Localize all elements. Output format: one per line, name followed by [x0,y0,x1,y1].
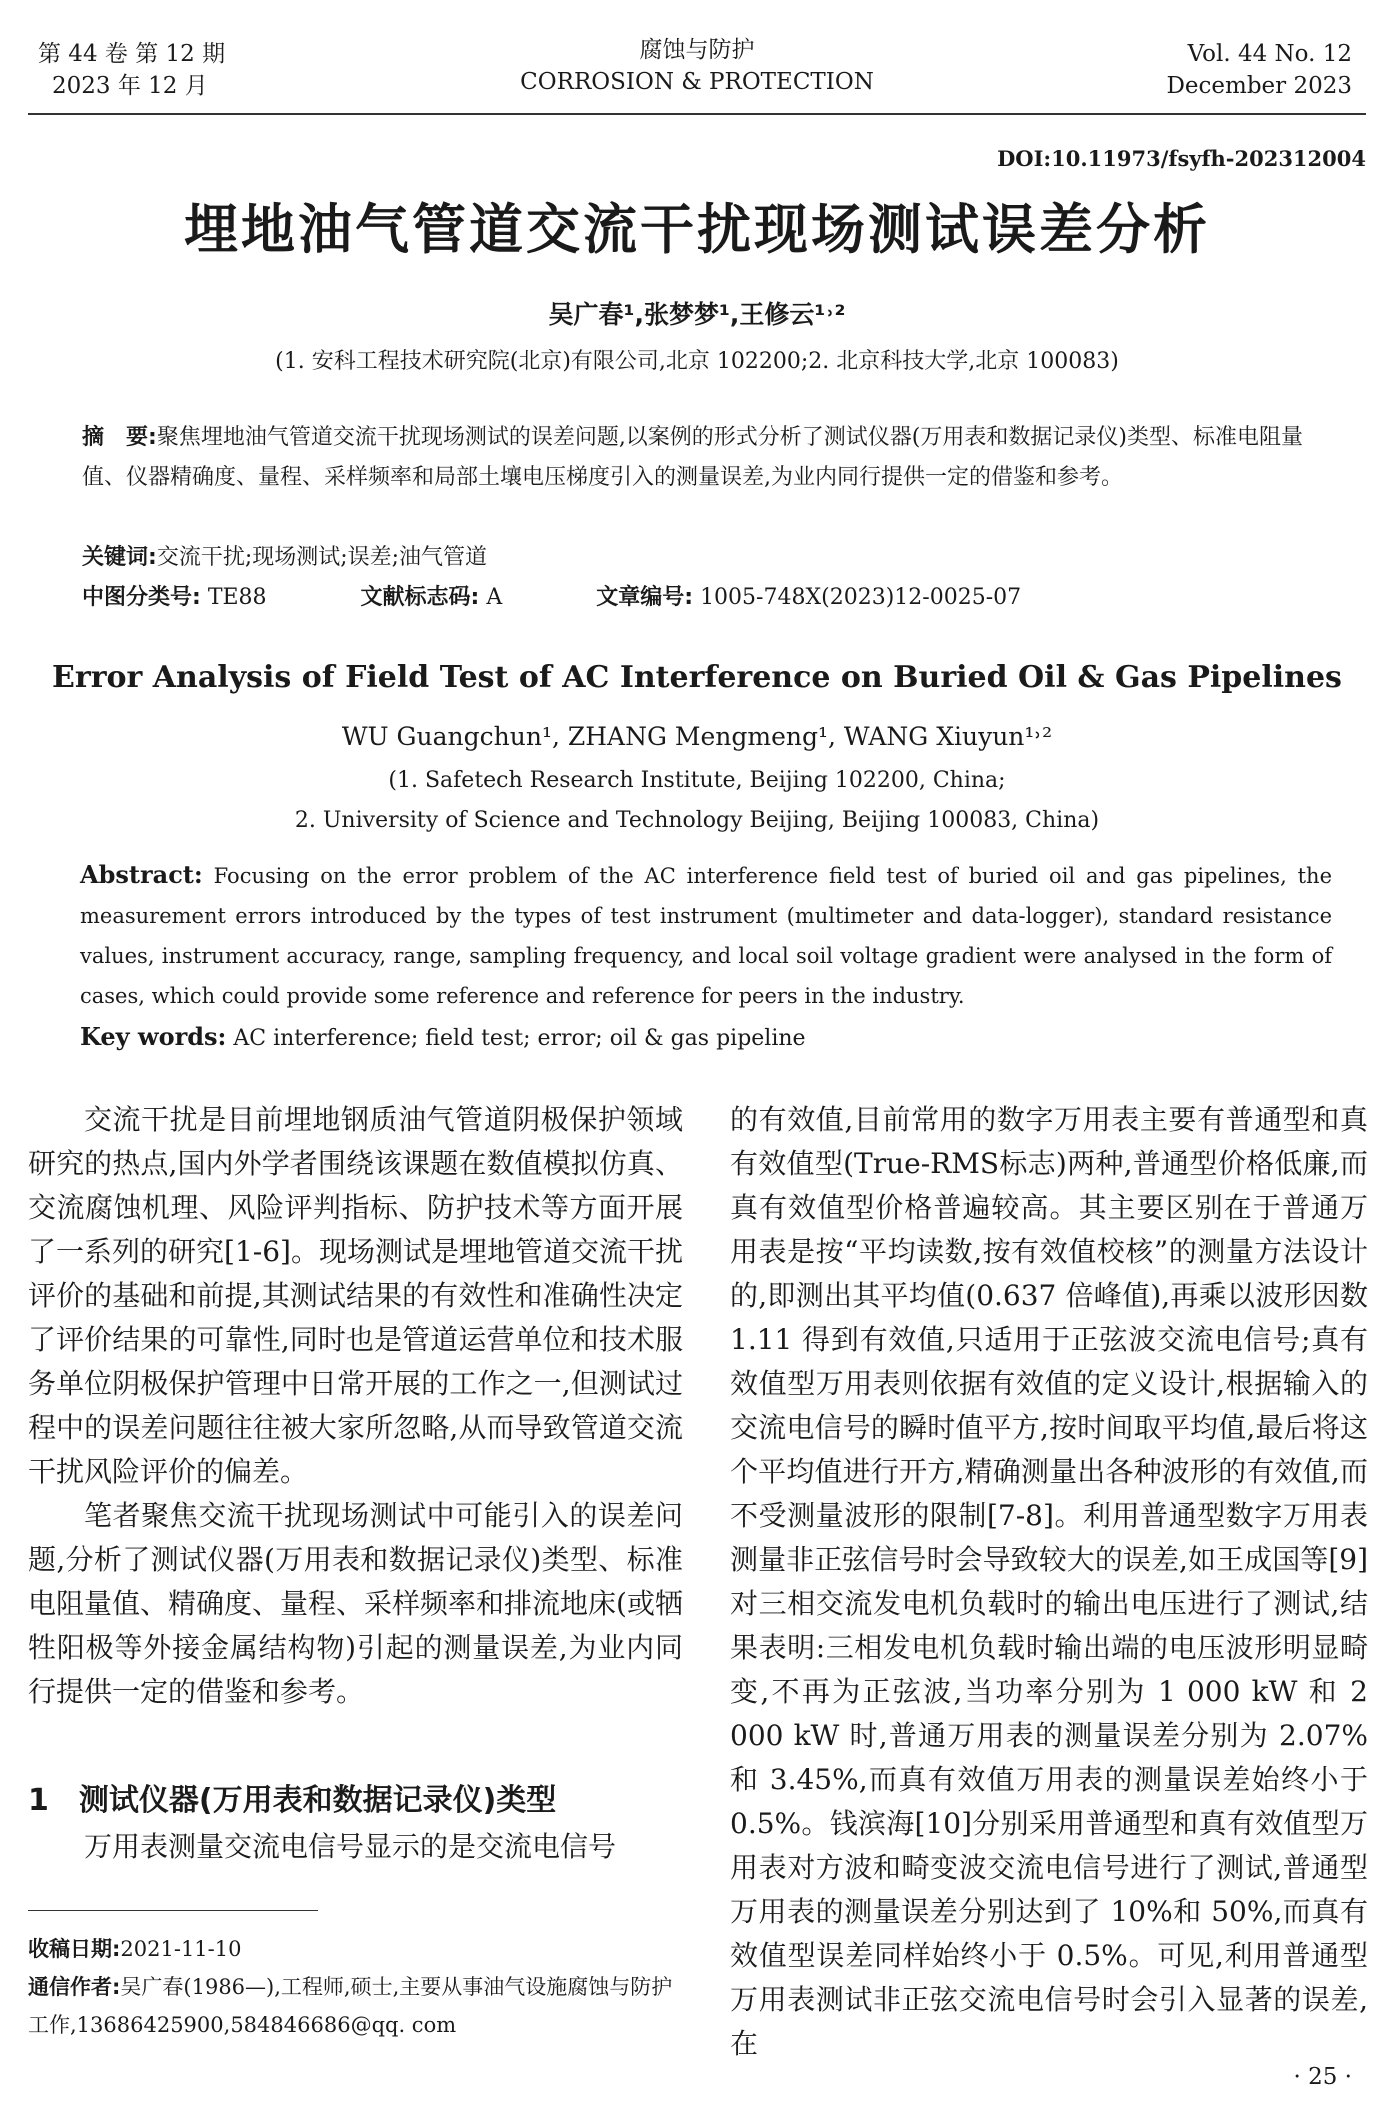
abstract-cn-label: 摘 要: [82,425,157,450]
body-paragraph: 交流干扰是目前埋地钢质油气管道阴极保护领域研究的热点,国内外学者围绕该课题在数值模拟仿真、交流腐蚀机理、风险评判指标、防护技术等方面开展了一系列的研究[1-6]。现场测试是埋地管道交流干扰评价的基础和前提,其测试结果的有效性和准确性决定了评价结果的可靠性,同时也是管道运营单位和技术服务单位阴极保护管理中日常开展的工作之一,但测试过程中的误差问题往往被大家所忽略,从而导致管道交流干扰风险评价的偏差。 [28,1103,683,1488]
corr-value: 吴广春(1986—),工程师,硕士,主要从事油气设施腐蚀与防护工作,13686425900,584846686@qq. com [28,1975,673,2037]
corresponding-author [28,1968,688,2044]
abstract-en [80,855,1332,1016]
article-title-en: Error Analysis of Field Test of AC Interference on Buried Oil & Gas Pipelines [52,660,1342,695]
body-left-column [28,1098,683,1714]
affiliation-en-1: (1. Safetech Research Institute, Beijing 102200, China; [388,768,1006,793]
footnote-divider [28,1910,318,1911]
body-paragraph: 的有效值,目前常用的数字万用表主要有普通型和真有效值型(True-RMS标志)两种,普通型价格低廉,而真有效值型价格普遍较高。其主要区别在于普通万用表是按“平均读数,按有效值校核”的测量方法设计的,即测出其平均值(0.637 倍峰值),再乘以波形因数 1.11 得到有效值,只适用于正弦波交流电信号;真有效值型万用表则依据有效值的定义设计,根据输入的交流电信号的瞬时值平方,按时间取平均值,最后将这个平均值进行开方,精确测量出各种波形的有效值,而不受测量波形的限制[7-8]。利用普通型数字万用表测量非正弦信号时会导致较大的误差,如王成国等[9]对三相交流发电机负载时的输出电压进行了测试,结果表明:三相发电机负载时输出端的电压波形明显畸变,不再为正弦波,当功率分别为 1 000 kW 和 2 000 kW 时,普通万用表的测量误差分别为 2.07%和 3.45%,而真有效值万用表的测量误差始终小于 0.5%。钱滨海[10]分别采用普通型和真有效值型万用表对方波和畸变波交流电信号进行了测试,普通型万用表的测量误差分别达到了 10%和 50%,而真有效值型误差同样始终小于 0.5%。可见,利用普通型万用表测试非正弦交流电信号时会引入显著的误差,在 [730,1103,1368,2060]
corr-label: 通信作者: [28,1975,121,1999]
body-paragraph: 万用表测量交流电信号显示的是交流电信号 [84,1830,617,1863]
keywords-en [80,1022,1332,1051]
clc-value: TE88 [207,585,267,610]
date-cn: 2023 年 12 月 [52,73,208,99]
article-id-label: 文章编号: [596,585,694,610]
keywords-cn-text: 交流干扰;现场测试;误差;油气管道 [156,545,488,570]
abstract-cn-text: 聚焦埋地油气管道交流干扰现场测试的误差问题,以案例的形式分析了测试仪器(万用表和数据记录仪)类型、标准电阻量值、仪器精确度、量程、采样频率和局部土壤电压梯度引入的测量误差,为业内同行提供一定的借鉴和参考。 [82,425,1303,490]
section-heading: 1 测试仪器(万用表和数据记录仪)类型 [28,1783,557,1818]
received-value: 2021-11-10 [120,1937,242,1961]
affiliations-cn: (1. 安科工程技术研究院(北京)有限公司,北京 102200;2. 北京科技大学,北京 100083) [275,349,1119,374]
authors-en: WU Guangchun¹, ZHANG Mengmeng¹, WANG Xiuyun¹˒² [341,722,1053,751]
header-volume-en [1166,38,1352,102]
journal-name-en: CORROSION & PROTECTION [520,69,874,95]
classification-row [82,578,1332,618]
volume-en: Vol. 44 No. 12 [1187,41,1352,67]
abstract-en-text: Focusing on the error problem of the AC interference field test of buried oil and gas pipelines, the measurement errors introduced by the types of test instrument (multimeter and data-logger), standard resistance values, instrument accuracy, range, sampling frequency, and local soil voltage gradient were analysed in the form of cases, which could provide some reference and reference for peers in the industry. [80,864,1332,1008]
received-date [28,1930,688,1968]
keywords-en-text: AC interference; field test; error; oil & gas pipeline [233,1026,806,1051]
volume-cn: 第 44 卷 第 12 期 [38,41,226,67]
header-divider [28,113,1366,115]
doc-code-value: A [486,585,503,610]
keywords-en-label: Key words: [80,1022,227,1051]
journal-name-cn: 腐蚀与防护 [639,37,755,63]
body-left-continued [28,1825,683,1869]
keywords-cn-label: 关键词: [82,545,157,570]
footnote [28,1930,688,2044]
page-number: · 25 · [1293,2064,1352,2090]
date-en: December 2023 [1166,73,1352,99]
article-title-cn: 埋地油气管道交流干扰现场测试误差分析 [184,198,1210,261]
body-right-column [730,1098,1368,2066]
clc-label: 中图分类号: [82,585,201,610]
received-label: 收稿日期: [28,1937,121,1961]
authors-cn: 吴广春¹,张梦梦¹,王修云¹˒² [548,300,846,329]
doi[interactable]: DOI:10.11973/fsyfh-202312004 [997,146,1366,171]
abstract-cn [82,418,1332,498]
doc-code-label: 文献标志码: [360,585,480,610]
affiliation-en-2: 2. University of Science and Technology Beijing, Beijing 100083, China) [294,808,1100,833]
keywords-cn [82,538,1332,578]
body-paragraph: 笔者聚焦交流干扰现场测试中可能引入的误差问题,分析了测试仪器(万用表和数据记录仪)类型、标准电阻量值、精确度、量程、采样频率和排流地床(或牺牲阳极等外接金属结构物)引起的测量误差,为业内同行提供一定的借鉴和参考。 [28,1499,683,1708]
abstract-en-label: Abstract: [80,860,203,889]
article-id-value: 1005-748X(2023)12-0025-07 [700,585,1022,610]
